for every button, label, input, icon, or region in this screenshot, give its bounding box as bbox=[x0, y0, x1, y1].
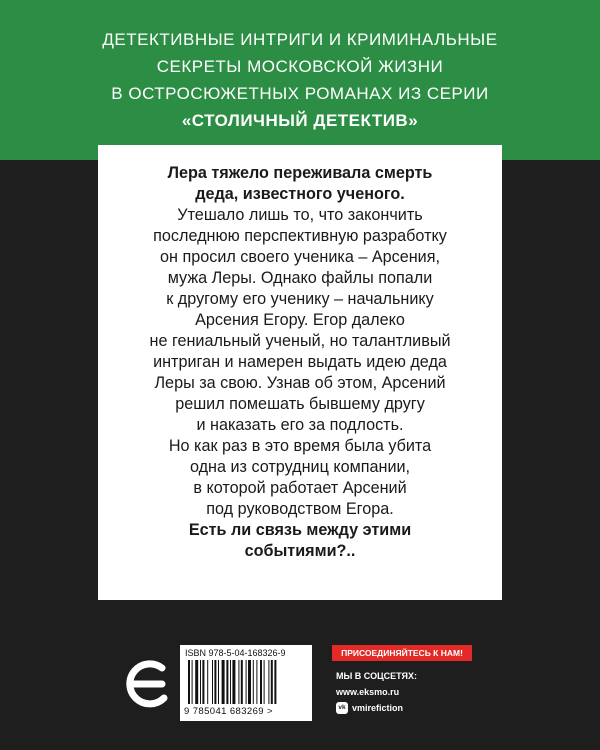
social-heading: МЫ В СОЦСЕТЯХ: bbox=[336, 671, 418, 681]
isbn-number: ISBN 978-5-04-168326-9 bbox=[185, 648, 286, 658]
annotation-body-line: мужа Леры. Однако файлы попали bbox=[167, 269, 433, 287]
annotation-body-line: к другому его ученику – начальнику bbox=[166, 290, 434, 308]
annotation-body-line: последнюю перспективную разработку bbox=[153, 227, 447, 245]
annotation-lead-line: деда, известного ученого. bbox=[195, 185, 405, 203]
barcode bbox=[188, 660, 306, 704]
vk-handle: vmirefiction bbox=[352, 703, 404, 713]
annotation-panel bbox=[98, 145, 502, 600]
annotation-body-line: Но как раз в это время была убита bbox=[168, 437, 432, 455]
vk-link[interactable] bbox=[336, 700, 417, 716]
annotation-text bbox=[98, 163, 502, 562]
join-us-badge: ПРИСОЕДИНЯЙТЕСЬ К НАМ! bbox=[332, 645, 472, 661]
eksmo-logo-icon bbox=[121, 648, 175, 720]
annotation-body-line: Арсения Егору. Егор далеко bbox=[195, 311, 405, 329]
annotation-body-line: под руководством Егора. bbox=[206, 500, 394, 518]
barcode-digits: 9 785041 683269 > bbox=[184, 706, 273, 717]
annotation-lead-line: Лера тяжело переживала смерть bbox=[167, 164, 433, 182]
annotation-body-line: и наказать его за подлость. bbox=[196, 416, 404, 434]
annotation-body-line: решил помешать бывшему другу bbox=[175, 395, 425, 413]
vk-icon: vk bbox=[336, 702, 348, 714]
series-promo-line: ДЕТЕКТИВНЫЕ ИНТРИГИ И КРИМИНАЛЬНЫЕ bbox=[102, 30, 498, 49]
annotation-body-line: в которой работает Арсений bbox=[193, 479, 407, 497]
annotation-body-line: интриган и намерен выдать идею деда bbox=[153, 353, 447, 371]
eksmo-logo-glyph bbox=[122, 654, 174, 714]
website-link[interactable]: www.eksmo.ru bbox=[336, 687, 400, 697]
annotation-body-line: не гениальный ученый, но талантливый bbox=[149, 332, 451, 350]
annotation-closing-line: Есть ли связь между этими bbox=[188, 521, 412, 539]
barcode-block bbox=[180, 645, 312, 721]
series-title: «СТОЛИЧНЫЙ ДЕТЕКТИВ» bbox=[181, 111, 419, 130]
annotation-closing-line: событиями?.. bbox=[244, 542, 356, 560]
series-promo-line: В ОСТРОСЮЖЕТНЫХ РОМАНАХ ИЗ СЕРИИ bbox=[111, 84, 489, 103]
annotation-body-line: он просил своего ученика – Арсения, bbox=[160, 248, 440, 266]
series-promo-line: СЕКРЕТЫ МОСКОВСКОЙ ЖИЗНИ bbox=[156, 57, 444, 76]
annotation-body-line: Леры за свою. Узнав об этом, Арсений bbox=[154, 374, 446, 392]
social-links bbox=[336, 668, 417, 716]
annotation-body-line: Утешало лишь то, что закончить bbox=[177, 206, 423, 224]
series-promo-band bbox=[0, 0, 600, 160]
annotation-body-line: одна из сотрудниц компании, bbox=[189, 458, 411, 476]
